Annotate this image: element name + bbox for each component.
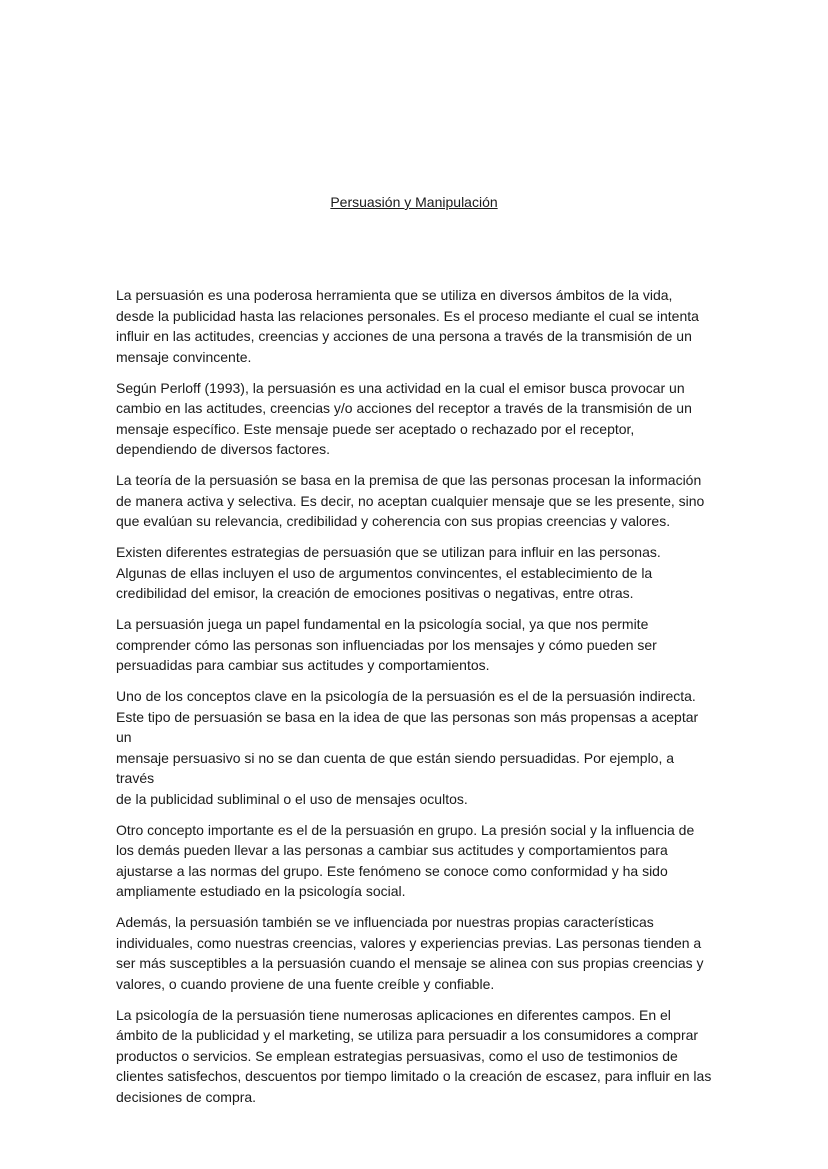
paragraph-9: La psicología de la persuasión tiene numerosas aplicaciones en diferentes campos. En el ámbito de la publicidad y el marketing, se utiliza para persuadir a los consumidores a comprar productos o servicios. Se emplean estrategias persuasivas, como el uso de testimonios de clientes satisfechos, descuentos por tiempo limitado o la creación de escasez, para influir en las decisiones de compra. <box>116 1006 712 1105</box>
document-body <box>116 285 712 1118</box>
paragraph-2: Según Perloff (1993), la persuasión es una actividad en la cual el emisor busca provocar un cambio en las actitudes, creencias y/o acciones del receptor a través de la transmisión de un mensaje específico. Este mensaje puede ser aceptado o rechazado por el receptor, dependiendo de diversos factores. <box>116 379 692 457</box>
paragraph-4: Existen diferentes estrategias de persuasión que se utilizan para influir en las personas. Algunas de ellas incluyen el uso de argumentos convincentes, el establecimiento de la credibilidad del emisor, la creación de emociones positivas o negativas, entre otras. <box>116 544 661 601</box>
document-title: Persuasión y Manipulación <box>330 194 498 210</box>
paragraph-1: La persuasión es una poderosa herramienta que se utiliza en diversos ámbitos de la vida, desde la publicidad hasta las relaciones personales. Es el proceso mediante el cual se intenta influir en las actitudes, creencias y acciones de una persona a través de la transmisión de un mensaje convincente. <box>116 287 699 365</box>
paragraph-3: La teoría de la persuasión se basa en la premisa de que las personas procesan la información de manera activa y selectiva. Es decir, no aceptan cualquier mensaje que se les presente, sino que evalúan su relevancia, credibilidad y coherencia con sus propias creencias y valores. <box>116 472 705 529</box>
paragraph-5: La persuasión juega un papel fundamental en la psicología social, ya que nos permite comprender cómo las personas son influenciadas por los mensajes y cómo pueden ser persuadidas para cambiar sus actitudes y comportamientos. <box>116 616 657 673</box>
paragraph-6: Uno de los conceptos clave en la psicología de la persuasión es el de la persuasión indirecta. Este tipo de persuasión se basa en la idea de que las personas son más propensas a aceptar un mensaje persuasivo si no se dan cuenta de que están siendo persuadidas. Por ejemplo, a través de la publicidad subliminal o el uso de mensajes ocultos. <box>116 688 699 807</box>
paragraph-7: Otro concepto importante es el de la persuasión en grupo. La presión social y la influencia de los demás pueden llevar a las personas a cambiar sus actitudes y comportamientos para ajustarse a las normas del grupo. Este fenómeno se conoce como conformidad y ha sido ampliamente estudiado en la psicología social. <box>116 821 695 899</box>
paragraph-8: Además, la persuasión también se ve influenciada por nuestras propias características individuales, como nuestras creencias, valores y experiencias previas. Las personas tienden a ser más susceptibles a la persuasión cuando el mensaje se alinea con sus propias creencias y valores, o cuando proviene de una fuente creíble y confiable. <box>116 914 704 992</box>
